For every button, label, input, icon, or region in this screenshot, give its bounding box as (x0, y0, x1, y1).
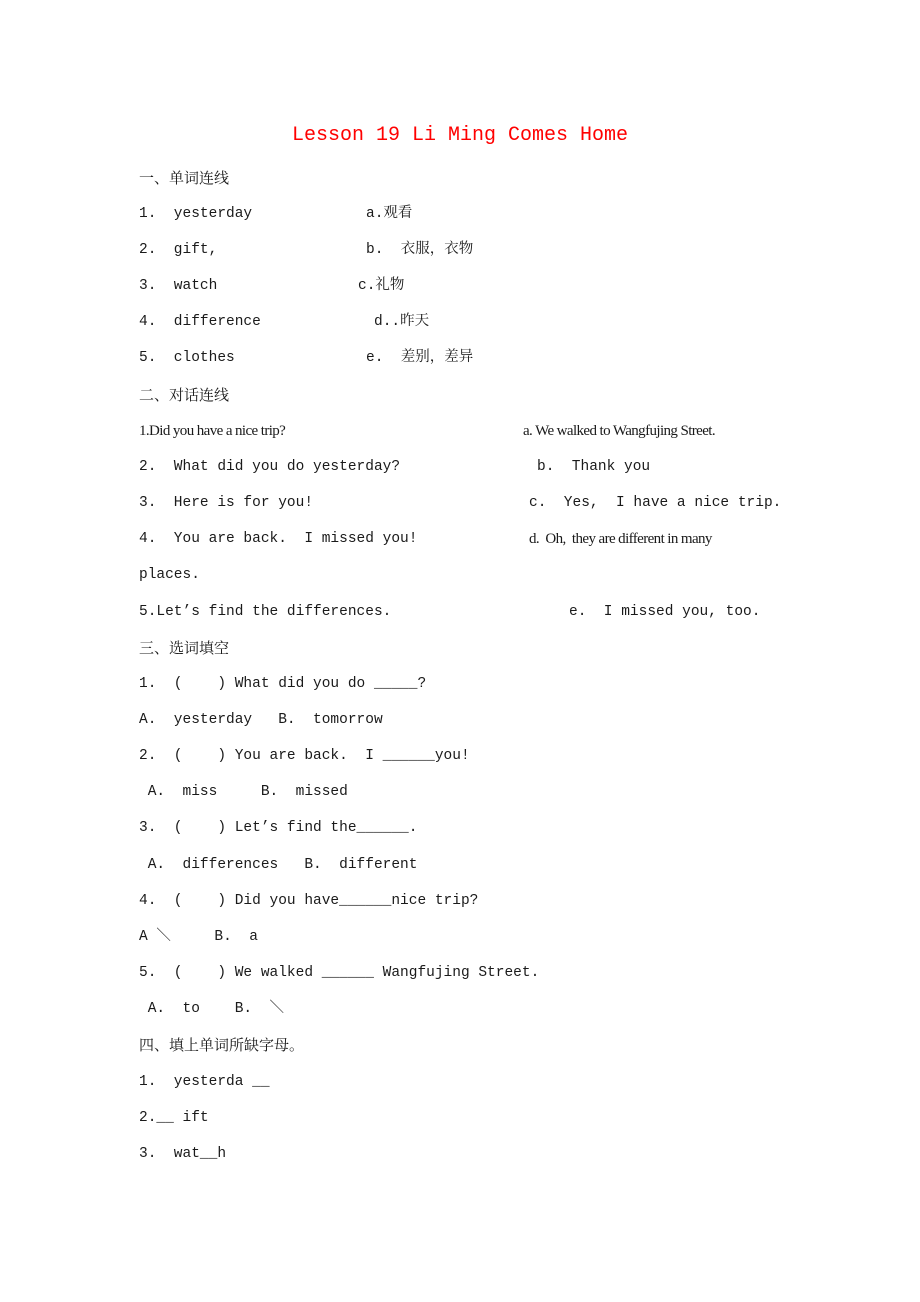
document-title: Lesson 19 Li Ming Comes Home (291, 124, 629, 147)
response-item-c: c. Yes, I have a nice trip. (529, 495, 782, 511)
response-item-e: e. I missed you, too. (569, 604, 761, 620)
dialogue-item-2: 2. What did you do yesterday? (139, 459, 401, 475)
dialogue-item-1: 1.Did you have a nice trip? (139, 423, 286, 439)
question-4-options: A ＼ B. a (139, 929, 258, 945)
dialogue-item-4: 4. You are back. I missed you! (139, 531, 418, 547)
word-item-5: 5. clothes (139, 350, 235, 366)
section-4-heading: 四、填上单词所缺字母。 (139, 1036, 305, 1054)
missing-letter-item-3: 3. wat__h (139, 1146, 227, 1162)
question-5: 5. ( ) We walked ______ Wangfujing Street. (139, 965, 540, 981)
response-item-a: a. We walked to Wangfujing Street. (523, 423, 715, 439)
section-3-heading: 三、选词填空 (139, 639, 230, 657)
question-2-options: A. miss B. missed (139, 784, 348, 800)
meaning-item-e: e. 差别，差异 (366, 350, 474, 366)
response-item-b: b. Thank you (537, 459, 651, 475)
dialogue-item-3: 3. Here is for you! (139, 495, 314, 511)
meaning-item-d: d..昨天 (374, 314, 430, 330)
dialogue-wrap-text: places. (139, 567, 200, 583)
question-1-options: A. yesterday B. tomorrow (139, 712, 383, 728)
question-4: 4. ( ) Did you have______nice trip? (139, 893, 479, 909)
word-item-1: 1. yesterday (139, 206, 253, 222)
word-item-3: 3. watch (139, 278, 218, 294)
missing-letter-item-1: 1. yesterda __ (139, 1074, 270, 1090)
question-1: 1. ( ) What did you do _____? (139, 676, 427, 692)
question-3: 3. ( ) Let’s find the______. (139, 820, 418, 836)
section-2-heading: 二、对话连线 (139, 386, 230, 404)
meaning-item-a: a.观看 (366, 206, 413, 222)
missing-letter-item-2: 2.__ ift (139, 1110, 209, 1126)
question-2: 2. ( ) You are back. I ______you! (139, 748, 470, 764)
meaning-item-c: c.礼物 (358, 278, 405, 294)
dialogue-item-5: 5.Let’s find the differences. (139, 604, 392, 620)
response-item-d: d. Oh, they are different in many (529, 531, 712, 547)
question-3-options: A. differences B. different (139, 857, 418, 873)
word-item-2: 2. gift, (139, 242, 218, 258)
section-1-heading: 一、单词连线 (139, 169, 230, 187)
word-item-4: 4. difference (139, 314, 261, 330)
question-5-options: A. to B. ＼ (139, 1001, 285, 1017)
meaning-item-b: b. 衣服，衣物 (366, 242, 474, 258)
